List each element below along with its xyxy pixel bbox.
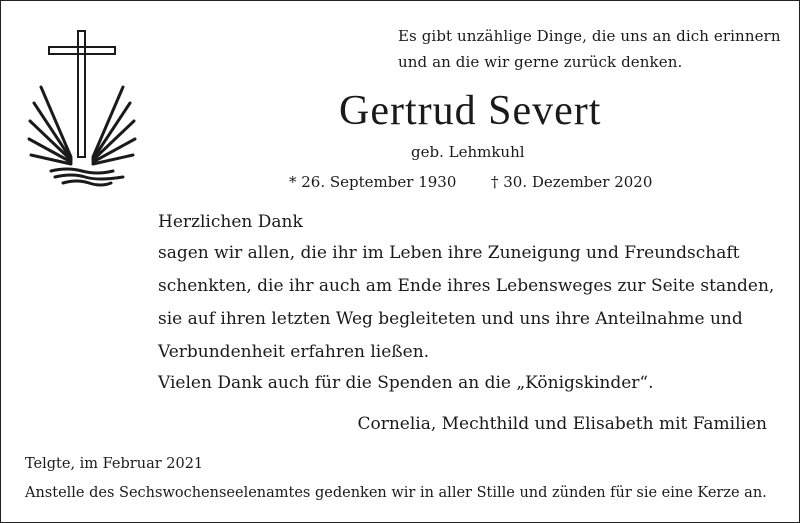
place-date: Telgte, im Februar 2021 — [25, 456, 204, 472]
signature: Cornelia, Mechthild und Elisabeth mit Familien — [357, 414, 767, 434]
birth-date: * 26. September 1930 — [289, 173, 457, 191]
message-line: Verbundenheit erfahren ließen. — [158, 342, 430, 362]
quote-line-2: und an die wir gerne zurück denken. — [398, 53, 683, 71]
deceased-name: Gertrud Severt — [339, 88, 602, 134]
message-line: Vielen Dank auch für die Spenden an die „Königskinder“. — [158, 373, 654, 393]
maiden-name: geb. Lehmkuhl — [411, 143, 525, 161]
greeting: Herzlichen Dank — [158, 212, 303, 232]
footer-note: Anstelle des Sechswochenseelenamtes gedenken wir in aller Stille und zünden für sie eine Kerze an. — [25, 485, 767, 501]
message-line: schenkten, die ihr auch am Ende ihres Lebensweges zur Seite standen, — [158, 276, 775, 296]
cross-with-rays-and-water-icon — [27, 27, 137, 192]
message-line: sie auf ihren letzten Weg begleiteten und uns ihre Anteilnahme und — [158, 309, 743, 329]
death-date: † 30. Dezember 2020 — [491, 173, 653, 191]
quote-line-1: Es gibt unzählige Dinge, die uns an dich erinnern — [398, 27, 781, 45]
message-line: sagen wir allen, die ihr im Leben ihre Zuneigung und Freundschaft — [158, 243, 740, 263]
